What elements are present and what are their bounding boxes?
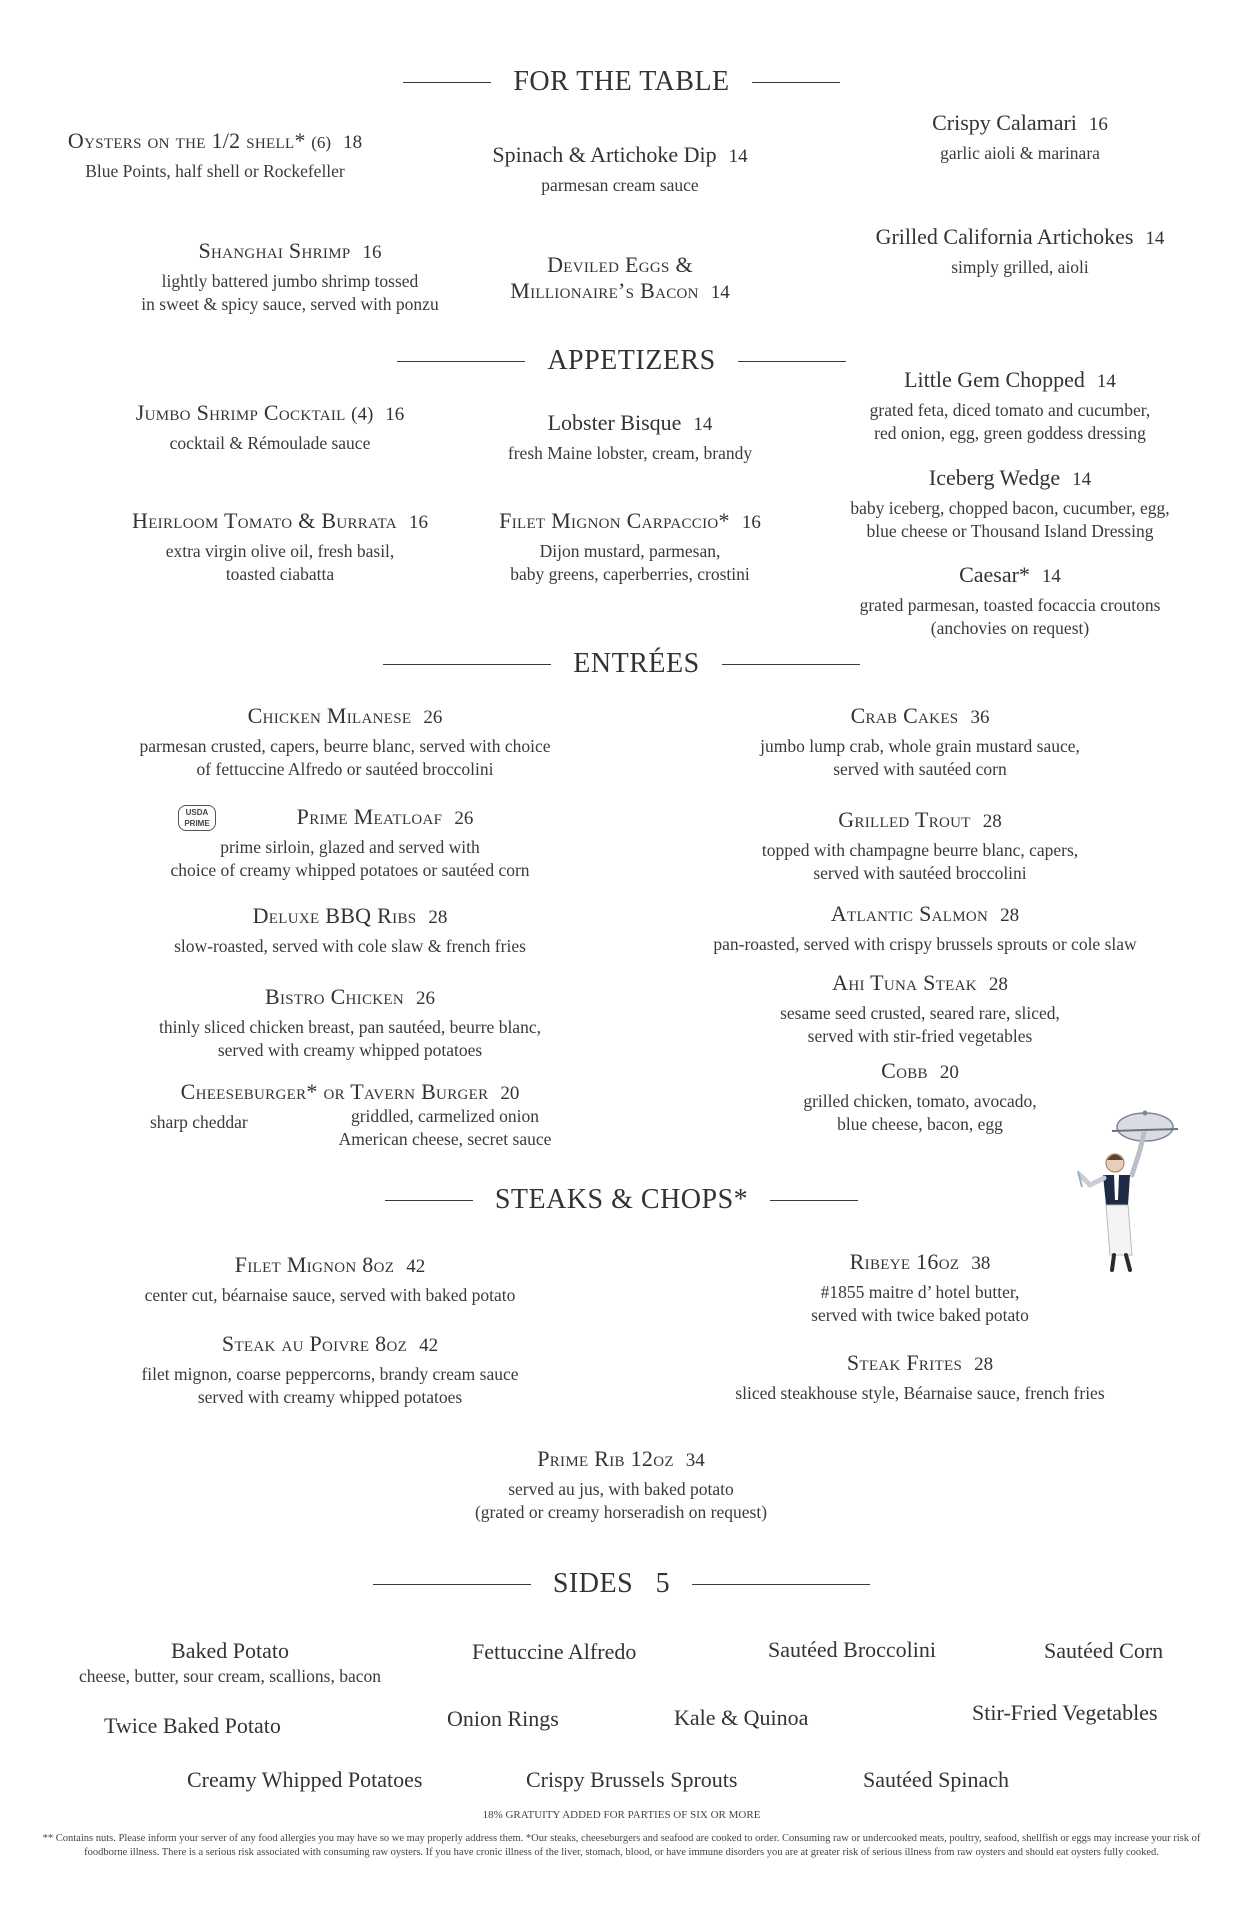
item-price: 16 xyxy=(741,512,761,533)
item-description: jumbo lump crab, whole grain mustard sauce, xyxy=(760,735,1080,756)
sides-price: 5 xyxy=(655,1568,671,1599)
side-onion-rings: Onion Rings xyxy=(447,1706,559,1731)
item-name: Filet Mignon Carpaccio* xyxy=(499,508,730,533)
item-name: Cheeseburger* or Tavern Burger xyxy=(180,1079,489,1104)
side-twice-baked: Twice Baked Potato xyxy=(104,1713,281,1738)
item-price: 28 xyxy=(982,811,1002,832)
item-name: Prime Rib 12oz xyxy=(537,1446,674,1471)
side-broccolini: Sautéed Broccolini xyxy=(768,1637,937,1662)
item-price: 38 xyxy=(971,1253,991,1274)
item-price: 42 xyxy=(406,1256,426,1277)
item-description: baby greens, caperberries, crostini xyxy=(510,563,750,584)
item-description: pan-roasted, served with crispy brussels sprouts or cole slaw xyxy=(713,933,1137,954)
item-description: grated parmesan, toasted focaccia croutons xyxy=(859,594,1161,615)
section-heading-entrees xyxy=(0,646,1243,682)
item-description: Dijon mustard, parmesan, xyxy=(539,540,721,561)
menu-item-carpaccio xyxy=(470,508,790,585)
section-heading-sides xyxy=(0,1566,1243,1602)
item-name: Deluxe BBQ Ribs xyxy=(252,903,417,928)
item-price: 16 xyxy=(362,242,382,263)
menu-item-bistro-chicken xyxy=(120,984,580,1061)
item-price: 14 xyxy=(693,414,713,435)
item-price: 14 xyxy=(1072,469,1092,490)
section-heading-steaks xyxy=(0,1182,1243,1218)
item-name: Grilled California Artichokes xyxy=(875,224,1134,249)
item-price: 16 xyxy=(385,404,405,425)
item-description: blue cheese or Thousand Island Dressing xyxy=(866,520,1154,541)
menu-item-shanghai-shrimp xyxy=(120,238,460,315)
item-count: (6) xyxy=(311,133,332,152)
menu-item-ahi-tuna xyxy=(720,970,1120,1047)
item-name: Crispy Calamari xyxy=(932,110,1077,135)
waiter-hair xyxy=(1107,1155,1123,1161)
menu-item-atlantic-salmon xyxy=(690,901,1160,955)
burger-option-left: sharp cheddar xyxy=(150,1112,248,1132)
item-description: served with creamy whipped potatoes xyxy=(217,1039,483,1060)
menu-item-spinach-dip xyxy=(440,142,800,196)
menu-item-caesar xyxy=(810,562,1210,639)
item-price: 34 xyxy=(685,1450,705,1471)
menu-item-iceberg-wedge xyxy=(800,465,1220,542)
side-corn: Sautéed Corn xyxy=(1044,1638,1164,1663)
item-description: served with sautéed corn xyxy=(833,758,1007,779)
menu-item-ribeye xyxy=(720,1249,1120,1326)
item-price: 18 xyxy=(343,132,363,153)
menu-item-filet-mignon xyxy=(110,1252,550,1306)
item-price: 14 xyxy=(728,146,748,167)
side-baked-potato xyxy=(50,1638,410,1687)
item-price: 14 xyxy=(1041,566,1061,587)
item-description: garlic aioli & marinara xyxy=(940,142,1100,163)
item-description: simply grilled, aioli xyxy=(951,256,1089,277)
section-title: APPETIZERS xyxy=(547,345,716,376)
item-count: (4) xyxy=(351,404,374,425)
item-name: Crab Cakes xyxy=(850,703,959,728)
item-description: prime sirloin, glazed and served with xyxy=(220,836,480,857)
item-description: baby iceberg, chopped bacon, cucumber, egg, xyxy=(850,497,1170,518)
side-whipped-potatoes: Creamy Whipped Potatoes xyxy=(187,1767,423,1792)
item-name: Shanghai Shrimp xyxy=(198,238,351,263)
menu-item-heirloom-tomato xyxy=(100,508,460,585)
item-description: served with twice baked potato xyxy=(811,1304,1029,1325)
side-spinach: Sautéed Spinach xyxy=(863,1767,1010,1792)
item-price: 16 xyxy=(1088,114,1108,135)
item-name: Bistro Chicken xyxy=(264,984,405,1009)
menu-item-chicken-milanese xyxy=(110,703,580,780)
item-description: served with stir-fried vegetables xyxy=(807,1025,1033,1046)
gratuity-note: 18% GRATUITY ADDED FOR PARTIES OF SIX OR MORE xyxy=(482,1809,761,1821)
item-name: Spinach & Artichoke Dip xyxy=(492,142,717,167)
item-price: 28 xyxy=(974,1354,994,1375)
item-name: Iceberg Wedge xyxy=(928,465,1061,490)
item-price: 14 xyxy=(710,282,730,304)
burger-option-right xyxy=(325,1106,565,1150)
item-description: red onion, egg, green goddess dressing xyxy=(874,422,1146,443)
item-description: served with sautéed broccolini xyxy=(813,862,1027,883)
menu-item-bbq-ribs xyxy=(120,903,580,957)
section-title: ENTRÉES xyxy=(573,648,700,679)
item-name: Chicken Milanese xyxy=(247,703,412,728)
item-description: grated feta, diced tomato and cucumber, xyxy=(869,399,1151,420)
item-description: slow-roasted, served with cole slaw & french fries xyxy=(174,935,526,956)
menu-item-shrimp-cocktail xyxy=(100,400,440,454)
item-price: 28 xyxy=(428,907,448,928)
sides-title: SIDES xyxy=(552,1568,634,1599)
item-price: 14 xyxy=(1145,228,1165,249)
item-description: topped with champagne beurre blanc, capers, xyxy=(761,839,1079,860)
item-name: Millionaire’s Bacon xyxy=(510,278,699,304)
side-stir-fried: Stir-Fried Vegetables xyxy=(972,1700,1158,1725)
item-name: Steak au Poivre 8oz xyxy=(221,1331,408,1356)
item-price: 42 xyxy=(419,1335,439,1356)
menu-item-prime-meatloaf xyxy=(130,804,570,881)
item-description: center cut, béarnaise sauce, served with baked potato xyxy=(144,1284,516,1305)
item-description: #1855 maitre d’ hotel butter, xyxy=(820,1281,1020,1302)
allergy-disclaimer: ** Contains nuts. Please inform your server of any food allergies you may have so we may properly address them. *Our steaks, cheeseburgers and seafood are cooked to order. Consuming raw or undercooked meats, poultry, seafood, shellfish or eggs may increase your risk of foodborne illness. There is a serious risk associated with consuming raw oysters. If you have cronic illness of the liver, stomach, blood, or have immune disorders you are at greater risk of serious illness from raw oysters and should eat oysters fully cooked. xyxy=(42,1833,1201,1859)
item-name: Heirloom Tomato & Burrata xyxy=(132,508,397,533)
item-description: served with creamy whipped potatoes xyxy=(197,1386,463,1407)
item-name: Deviled Eggs & xyxy=(547,252,693,277)
item-name: Steak Frites xyxy=(846,1350,963,1375)
item-description: parmesan cream sauce xyxy=(541,174,699,195)
item-name: Lobster Bisque xyxy=(547,410,682,435)
item-price: 36 xyxy=(970,707,990,728)
menu-item-lobster-bisque xyxy=(470,410,790,464)
menu-item-cobb xyxy=(720,1058,1120,1135)
badge-line: PRIME xyxy=(184,819,210,828)
item-description: sliced steakhouse style, Béarnaise sauce, french fries xyxy=(735,1382,1105,1403)
item-name: Ahi Tuna Steak xyxy=(832,970,977,995)
item-description: fresh Maine lobster, cream, brandy xyxy=(507,442,753,463)
item-description: sesame seed crusted, seared rare, sliced, xyxy=(780,1002,1060,1023)
menu-item-oysters xyxy=(40,128,390,182)
item-price: 20 xyxy=(500,1083,520,1104)
item-name: Grilled Trout xyxy=(838,807,971,832)
item-name: Atlantic Salmon xyxy=(830,901,989,926)
item-price: 28 xyxy=(988,974,1008,995)
section-title: FOR THE TABLE xyxy=(513,66,730,97)
item-description: served au jus, with baked potato xyxy=(508,1478,734,1499)
side-kale: Kale & Quinoa xyxy=(674,1705,809,1730)
item-description: Blue Points, half shell or Rockefeller xyxy=(85,160,345,181)
item-name: Oysters on the 1/2 shell* xyxy=(67,128,306,153)
item-name: Cobb xyxy=(881,1058,928,1083)
section-heading-for-the-table xyxy=(0,64,1243,100)
item-description: cocktail & Rémoulade sauce xyxy=(169,432,371,453)
item-description: filet mignon, coarse peppercorns, brandy cream sauce xyxy=(141,1363,519,1384)
item-price: 20 xyxy=(939,1062,959,1083)
item-price: 26 xyxy=(416,988,436,1009)
side-fettuccine: Fettuccine Alfredo xyxy=(472,1639,637,1664)
menu-item-burger xyxy=(120,1079,580,1106)
menu-item-grilled-trout xyxy=(720,807,1120,884)
menu-item-crab-cakes xyxy=(720,703,1120,780)
item-name: Jumbo Shrimp Cocktail xyxy=(135,400,346,425)
item-description: in sweet & spicy sauce, served with ponzu xyxy=(141,293,439,314)
menu-item-steak-frites xyxy=(700,1350,1140,1404)
item-description: (anchovies on request) xyxy=(930,617,1090,638)
item-price: 28 xyxy=(1000,905,1020,926)
item-description: American cheese, secret sauce xyxy=(338,1129,552,1149)
badge-line: USDA xyxy=(185,808,209,817)
menu-item-deviled-eggs xyxy=(470,252,770,305)
side-brussels: Crispy Brussels Sprouts xyxy=(526,1767,738,1792)
menu-item-calamari xyxy=(840,110,1200,164)
item-description: choice of creamy whipped potatoes or sautéed corn xyxy=(170,859,530,880)
item-description: grilled chicken, tomato, avocado, xyxy=(803,1090,1037,1111)
item-name: Filet Mignon 8oz xyxy=(234,1252,395,1277)
item-description: toasted ciabatta xyxy=(225,563,335,584)
item-price: 26 xyxy=(454,808,474,829)
cloche-knob xyxy=(1143,1111,1148,1116)
menu-item-prime-rib xyxy=(421,1446,821,1523)
item-price: 26 xyxy=(423,707,443,728)
item-name: Ribeye 16oz xyxy=(849,1249,960,1274)
side-name: Baked Potato xyxy=(171,1638,289,1663)
item-description: parmesan crusted, capers, beurre blanc, served with choice xyxy=(139,735,551,756)
section-title: STEAKS & CHOPS* xyxy=(494,1184,749,1215)
item-name: Caesar* xyxy=(959,562,1030,587)
item-description: of fettuccine Alfredo or sautéed broccolini xyxy=(196,758,494,779)
item-name: Little Gem Chopped xyxy=(904,367,1085,392)
menu-item-little-gem xyxy=(810,367,1210,444)
side-description: cheese, butter, sour cream, scallions, bacon xyxy=(78,1666,382,1687)
item-description: griddled, carmelized onion xyxy=(350,1106,540,1126)
section-title xyxy=(531,1568,692,1600)
item-name: Prime Meatloaf xyxy=(296,804,443,829)
item-description: blue cheese, bacon, egg xyxy=(837,1113,1003,1134)
menu-item-artichokes xyxy=(820,224,1220,278)
item-description: lightly battered jumbo shrimp tossed xyxy=(161,270,419,291)
item-description: thinly sliced chicken breast, pan sautéed, beurre blanc, xyxy=(159,1016,541,1037)
item-description: extra virgin olive oil, fresh basil, xyxy=(165,540,395,561)
item-price: 16 xyxy=(408,512,428,533)
item-price: 14 xyxy=(1096,371,1116,392)
menu-item-steak-au-poivre xyxy=(110,1331,550,1408)
item-description: (grated or creamy horseradish on request) xyxy=(474,1501,768,1522)
